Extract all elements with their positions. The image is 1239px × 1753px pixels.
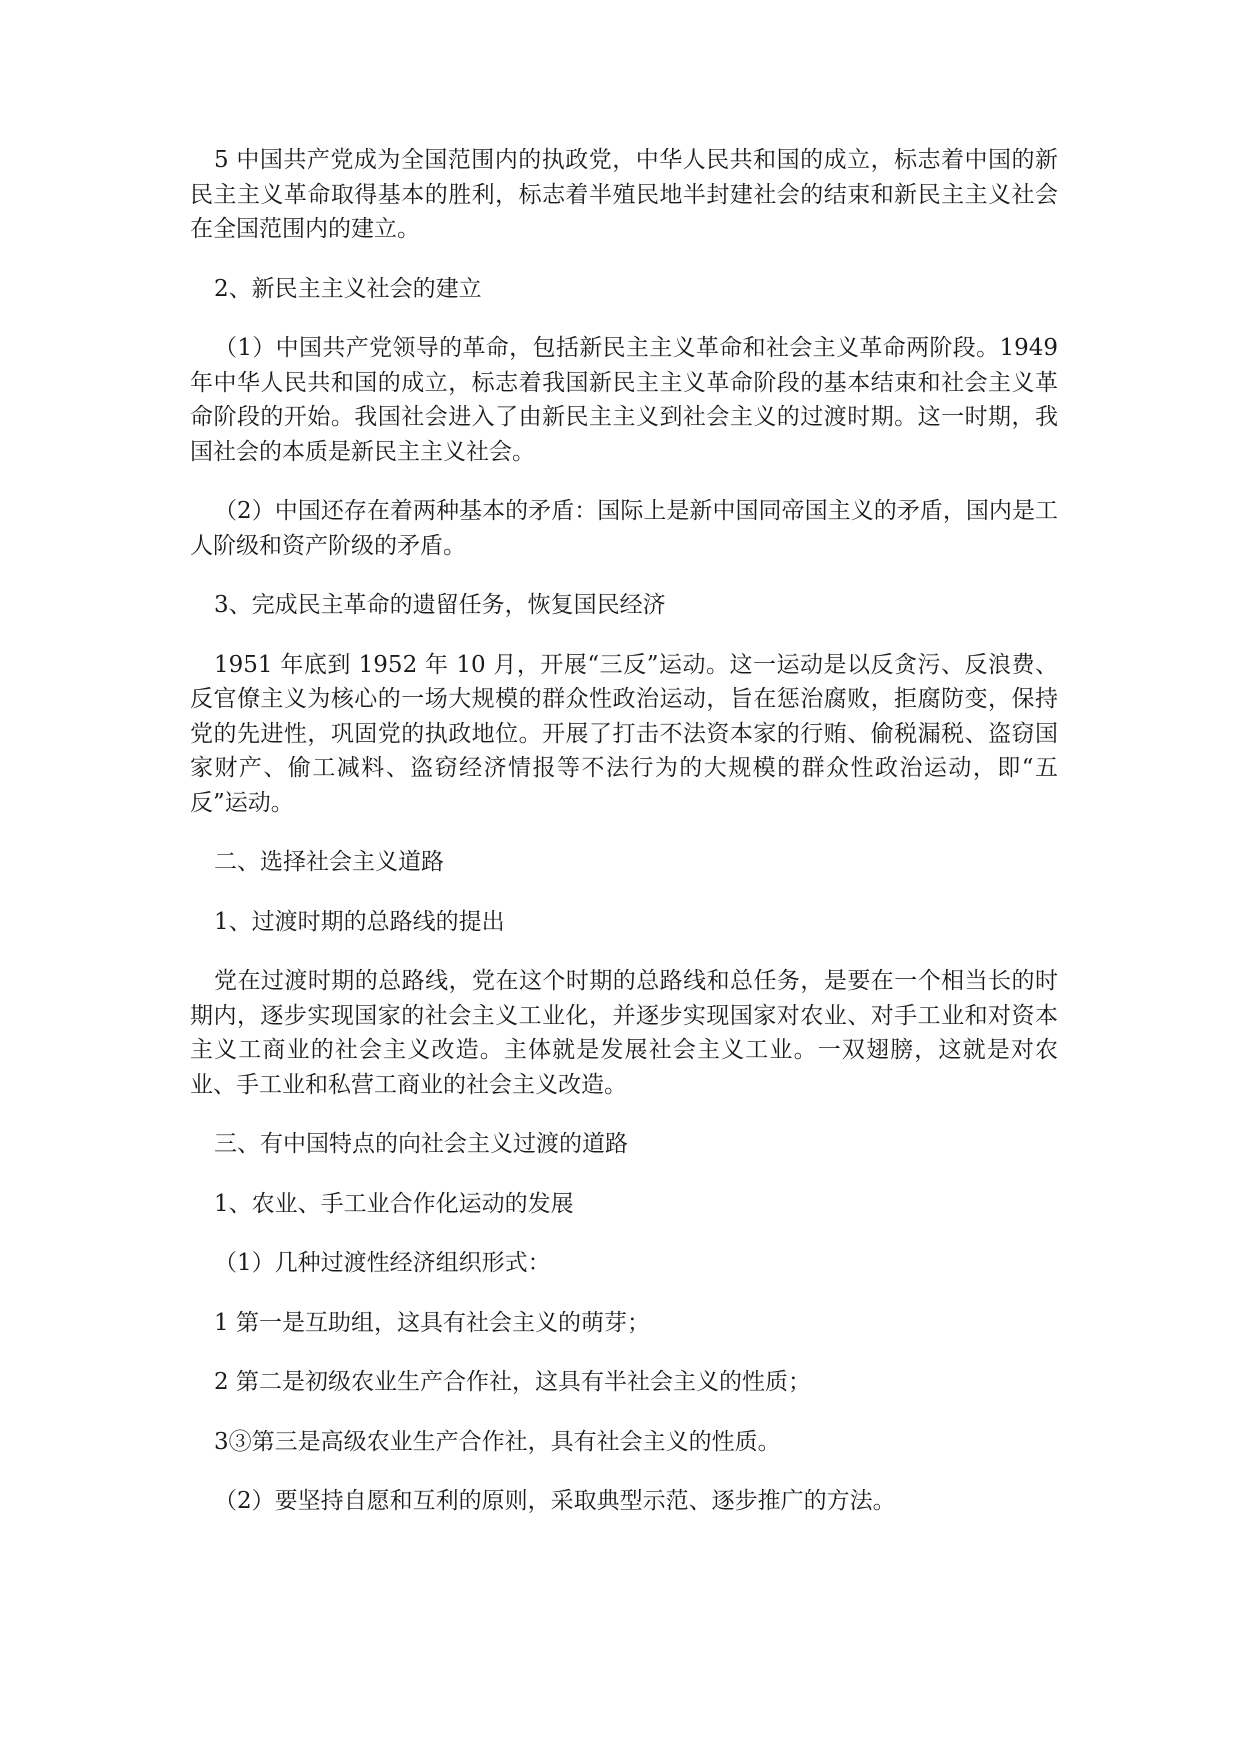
heading-choose-socialist-road: 二、选择社会主义道路: [214, 849, 444, 875]
list-item-primary-cooperative: 2 第二是初级农业生产合作社，这具有半社会主义的性质；: [214, 1369, 811, 1395]
list-item-mutual-aid: 1 第一是互助组，这具有社会主义的萌芽；: [214, 1309, 650, 1336]
paragraph-general-line: 党在过渡时期的总路线，党在这个时期的总路线和总任务，是要在一个相当长的时期内，逐步实现国家的社会主义工业化，并逐步实现国家对农业、对手工业和对资本主义工商业的社会主义改造。主体就是发展社会主义工业。一双翅膀，这就是对农业、手工业和私营工商业的社会主义改造。: [190, 968, 1058, 1098]
list-item-advanced-cooperative: 3③第三是高级农业生产合作社，具有社会主义的性质。: [214, 1428, 781, 1455]
heading-new-democratic-society: 2、新民主主义社会的建立: [214, 275, 482, 302]
heading-cooperative-movement: 1、农业、手工业合作化运动的发展: [214, 1190, 574, 1217]
paragraph-cpc-ruling-party: 5 中国共产党成为全国范围内的执政党，中华人民共和国的成立，标志着中国的新民主主义革命取得基本的胜利，标志着半殖民地半封建社会的结束和新民主主义社会在全国范围内的建立。: [190, 147, 1058, 242]
heading-chinese-path: 三、有中国特点的向社会主义过渡的道路: [214, 1131, 628, 1157]
paragraph-voluntary-principle: （2）要坚持自愿和互利的原则，采取典型示范、逐步推广的方法。: [214, 1488, 896, 1514]
paragraph-revolution-stages: （1）中国共产党领导的革命，包括新民主主义革命和社会主义革命两阶段。1949 年中华人民共和国的成立，标志着我国新民主主义革命阶段的基本结束和社会主义革命阶段的开始。我国社会进入了由新民主主义到社会主义的过渡时期。这一时期，我国社会的本质是新民主主义社会。: [190, 335, 1058, 465]
document-body: [190, 143, 1058, 1544]
heading-general-line: 1、过渡时期的总路线的提出: [214, 908, 505, 935]
paragraph-three-anti-five-anti: 1951 年底到 1952 年 10 月，开展“三反”运动。这一运动是以反贪污、反浪费、反官僚主义为核心的一场大规模的群众性政治运动，旨在惩治腐败，拒腐防变，保持党的先进性，巩固党的执政地位。开展了打击不法资本家的行贿、偷税漏税、盗窃国家财产、偷工减料、盗窃经济情报等不法行为的大规模的群众性政治运动，即“五反”运动。: [190, 651, 1058, 816]
heading-remaining-tasks: 3、完成民主革命的遗留任务，恢复国民经济: [214, 592, 666, 618]
paragraph-transitional-forms: （1）几种过渡性经济组织形式：: [214, 1250, 551, 1276]
paragraph-two-contradictions: （2）中国还存在着两种基本的矛盾：国际上是新中国同帝国主义的矛盾，国内是工人阶级和资产阶级的矛盾。: [190, 498, 1058, 559]
